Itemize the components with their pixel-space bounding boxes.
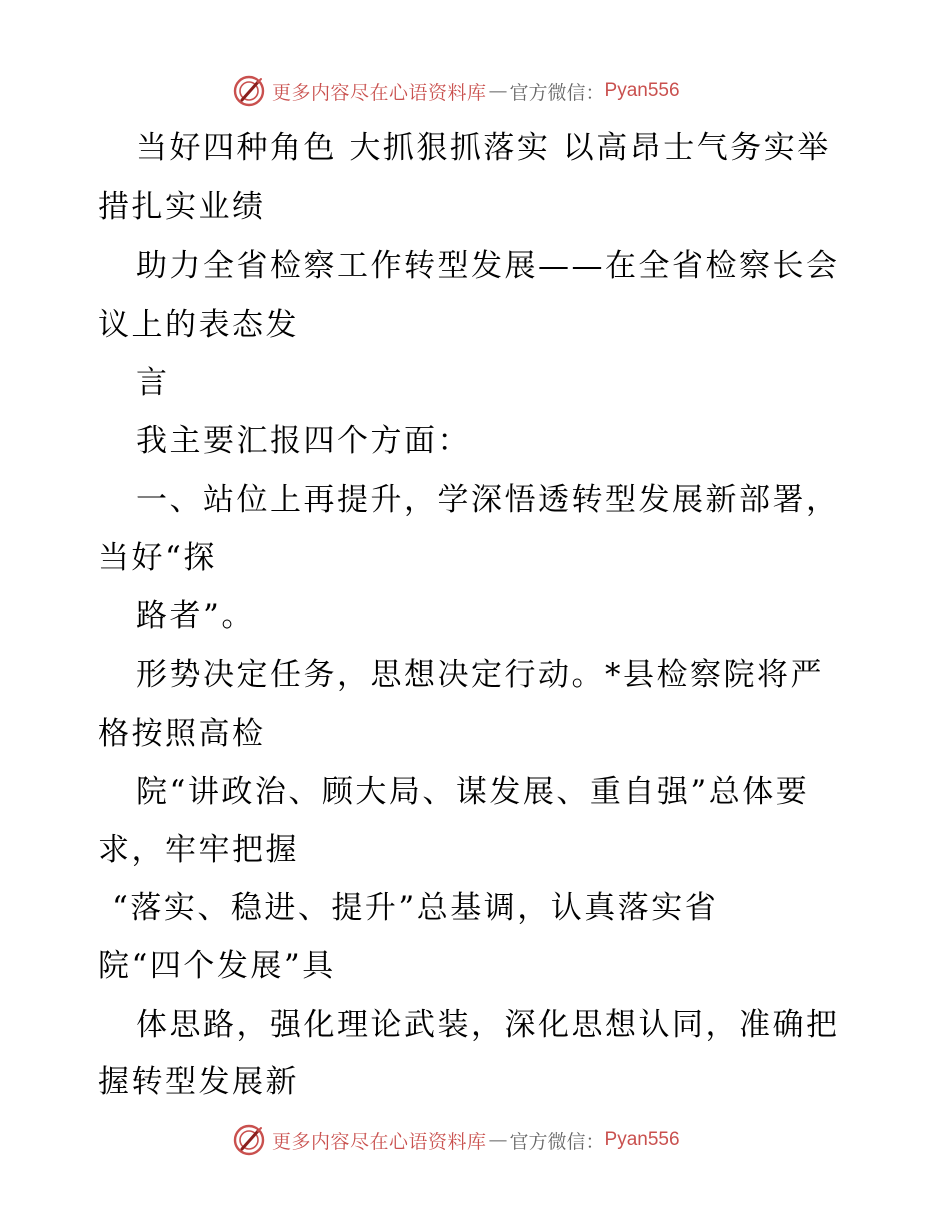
text-line: 院“讲政治、顾大局、谋发展、重自强”总体要: [136, 774, 810, 810]
watermark-separator: —: [488, 80, 508, 102]
text-line: 体思路，强化理论武装，深化思想认同，准确把: [136, 1007, 840, 1043]
text-line: 握转型发展新: [98, 1064, 299, 1100]
brand-logo-icon: [232, 74, 266, 108]
watermark-text: 更多内容尽在心语资料库: [272, 1130, 487, 1153]
text-line: 当好四种角色 大抓狠抓落实 以高昂士气务实举: [136, 130, 831, 166]
brand-logo-icon: [232, 1123, 266, 1157]
footer-watermark: [232, 1120, 680, 1160]
text-line: 言: [136, 365, 170, 401]
text-line: 形势决定任务，思想决定行动。*县检察院将严: [136, 657, 824, 693]
text-line: 路者”。: [136, 598, 255, 634]
text-line: 一、站位上再提升，学深悟透转型发展新部署，: [136, 482, 840, 518]
text-line: 格按照高检: [98, 716, 266, 752]
text-line: 我主要汇报四个方面：: [136, 423, 471, 459]
text-line: 议上的表态发: [98, 307, 299, 343]
watermark-text: 更多内容尽在心语资料库: [272, 81, 487, 104]
text-line: 措扎实业绩: [98, 189, 266, 225]
watermark-separator: —: [488, 1129, 508, 1151]
text-line: 助力全省检察工作转型发展——在全省检察长会: [136, 248, 840, 284]
watermark-wechat-label: 官方微信：: [509, 1130, 605, 1153]
header-watermark: [232, 71, 680, 111]
watermark-wechat-label: 官方微信：: [509, 81, 605, 104]
watermark-wechat-id: Pyan556: [604, 80, 680, 101]
text-line: 院“四个发展”具: [98, 948, 336, 984]
text-line: “落实、稳进、提升”总基调，认真落实省: [112, 890, 719, 926]
text-line: 当好“探: [98, 540, 217, 576]
text-line: 求，牢牢把握: [98, 832, 299, 868]
watermark-wechat-id: Pyan556: [604, 1129, 680, 1150]
